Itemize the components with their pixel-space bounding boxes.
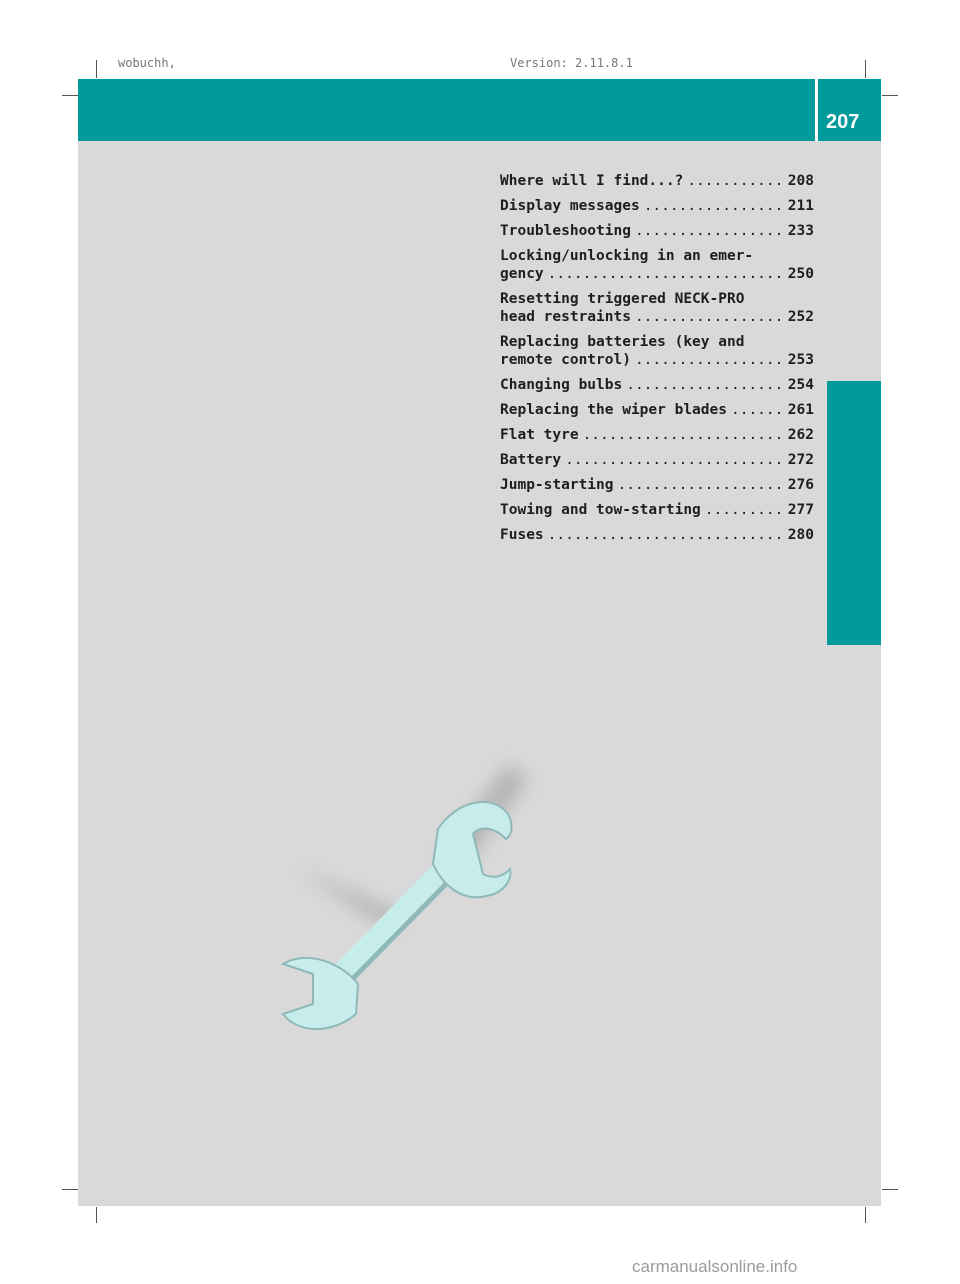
- toc-entry[interactable]: [500, 333, 814, 369]
- print-meta-left: wobuchh,: [118, 56, 176, 70]
- toc-line: [500, 265, 814, 283]
- footer-url: carmanualsonline.info: [632, 1257, 798, 1276]
- toc-leader-dots: [705, 501, 786, 519]
- toc-page-number: 280: [787, 527, 814, 543]
- toc-page-number: 253: [787, 352, 814, 368]
- toc-line: [500, 197, 814, 215]
- manual-page: [78, 79, 881, 1206]
- toc-line: [500, 351, 814, 369]
- toc-entry-title: Towing and tow-starting: [500, 502, 701, 518]
- toc-entry-title: Fuses: [500, 527, 544, 543]
- toc-entry-title: Changing bulbs: [500, 377, 623, 393]
- toc-line: [500, 526, 814, 544]
- toc-entry-title: Where will I find...?: [500, 173, 684, 189]
- toc-entry-title: gency: [500, 266, 544, 282]
- toc-entry-title: Jump-starting: [500, 477, 614, 493]
- toc-entry-title: Locking/unlocking in an emer-: [500, 248, 754, 264]
- toc-entry-title: remote control): [500, 352, 631, 368]
- crop-mark: [865, 1207, 866, 1223]
- toc-line: [500, 476, 814, 494]
- toc-entry[interactable]: [500, 247, 814, 283]
- toc-line: [500, 308, 814, 326]
- toc-page-number: 276: [787, 477, 814, 493]
- toc-leader-dots: [635, 308, 786, 326]
- toc-page-number: 211: [787, 198, 814, 214]
- print-meta-right: Version: 2.11.8.1: [510, 56, 633, 70]
- toc-line: [500, 426, 814, 444]
- toc-page-number: 262: [787, 427, 814, 443]
- toc-entry[interactable]: [500, 222, 814, 240]
- crop-mark: [62, 95, 78, 96]
- toc-entry[interactable]: [500, 172, 814, 190]
- toc-entry[interactable]: [500, 290, 814, 326]
- toc-leader-dots: [583, 426, 786, 444]
- toc-line: [500, 247, 814, 265]
- toc-page-number: 233: [787, 223, 814, 239]
- toc-leader-dots: [635, 351, 786, 369]
- toc-entry[interactable]: [500, 526, 814, 544]
- toc-entry[interactable]: [500, 426, 814, 444]
- crop-mark: [882, 1189, 898, 1190]
- toc-line: [500, 376, 814, 394]
- toc-leader-dots: [565, 451, 786, 469]
- toc-page-number: 252: [787, 309, 814, 325]
- crop-mark: [96, 1207, 97, 1223]
- toc-leader-dots: [626, 376, 786, 394]
- toc-leader-dots: [687, 172, 785, 190]
- toc-entry-title: Resetting triggered NECK-PRO: [500, 291, 745, 307]
- header-bar: [78, 79, 881, 141]
- table-of-contents: [500, 172, 814, 551]
- toc-line: [500, 172, 814, 190]
- toc-leader-dots: [618, 476, 786, 494]
- toc-entry[interactable]: [500, 501, 814, 519]
- toc-leader-dots: [548, 265, 786, 283]
- toc-page-number: 254: [787, 377, 814, 393]
- toc-page-number: 261: [787, 402, 814, 418]
- toc-leader-dots: [548, 526, 786, 544]
- toc-page-number: 250: [787, 266, 814, 282]
- wrench-icon: [188, 734, 548, 1094]
- crop-mark: [882, 95, 898, 96]
- toc-entry-title: Replacing the wiper blades: [500, 402, 727, 418]
- toc-page-number: 208: [787, 173, 814, 189]
- toc-leader-dots: [644, 197, 786, 215]
- toc-line: [500, 451, 814, 469]
- toc-entry-title: head restraints: [500, 309, 631, 325]
- section-title: Practical advice: [846, 419, 873, 601]
- toc-entry-title: Battery: [500, 452, 562, 468]
- toc-entry-title: Display messages: [500, 198, 640, 214]
- crop-mark: [865, 60, 866, 78]
- toc-line: [500, 290, 814, 308]
- crop-mark: [96, 60, 97, 78]
- toc-entry-title: Replacing batteries (key and: [500, 334, 745, 350]
- toc-entry[interactable]: [500, 476, 814, 494]
- toc-entry-title: Troubleshooting: [500, 223, 631, 239]
- toc-leader-dots: [731, 401, 786, 419]
- toc-entry[interactable]: [500, 401, 814, 419]
- toc-leader-dots: [635, 222, 786, 240]
- toc-entry-title: Flat tyre: [500, 427, 579, 443]
- toc-page-number: 272: [787, 452, 814, 468]
- toc-line: [500, 222, 814, 240]
- toc-entry[interactable]: [500, 376, 814, 394]
- toc-line: [500, 401, 814, 419]
- header-divider: [815, 79, 818, 141]
- toc-line: [500, 501, 814, 519]
- page-number: 207: [826, 111, 860, 133]
- toc-line: [500, 333, 814, 351]
- toc-entry[interactable]: [500, 451, 814, 469]
- toc-page-number: 277: [787, 502, 814, 518]
- toc-entry[interactable]: [500, 197, 814, 215]
- crop-mark: [62, 1189, 78, 1190]
